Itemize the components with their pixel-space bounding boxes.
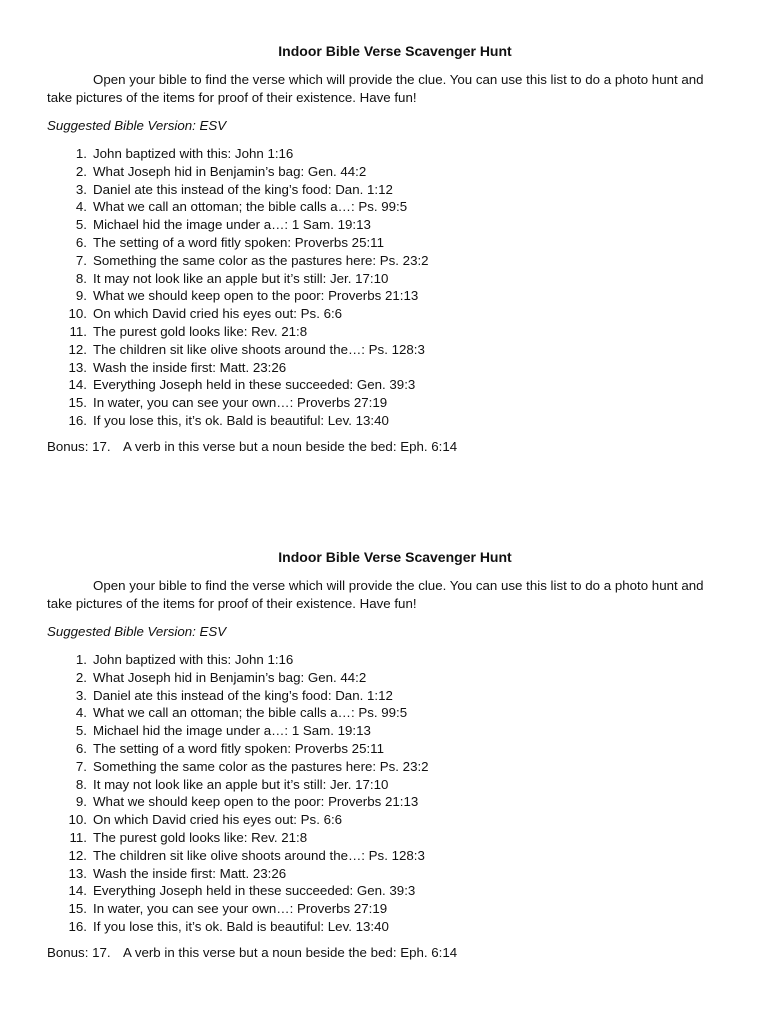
item-text: Something the same color as the pastures here: Ps. 23:2	[93, 758, 429, 774]
item-text: It may not look like an apple but it’s still: Jer. 17:10	[93, 776, 389, 792]
list-item	[47, 198, 727, 216]
item-number: 2.	[75, 669, 87, 685]
item-number: 8.	[75, 270, 87, 286]
list-item	[47, 145, 727, 163]
item-number: 3.	[75, 687, 87, 703]
item-text: The purest gold looks like: Rev. 21:8	[93, 829, 308, 845]
item-text: In water, you can see your own…: Proverbs 27:19	[93, 901, 388, 917]
list-item	[47, 341, 727, 359]
list-item	[47, 793, 727, 811]
item-number: 7.	[75, 252, 87, 268]
bonus-label: Bonus: 17.	[47, 438, 111, 454]
item-number: 15.	[68, 395, 87, 411]
list-item	[47, 882, 727, 900]
list-item	[47, 216, 727, 234]
list-item	[47, 376, 727, 394]
item-number: 1.	[75, 146, 87, 161]
bonus-label: Bonus: 17.	[47, 944, 111, 960]
item-text: Daniel ate this instead of the king’s food: Dan. 1:12	[93, 181, 393, 197]
item-number: 5.	[75, 217, 87, 233]
item-text: Michael hid the image under a…: 1 Sam. 19:13	[93, 217, 371, 233]
list-item	[47, 865, 727, 883]
item-number: 4.	[75, 199, 87, 215]
item-number: 8.	[75, 776, 87, 792]
list-item	[47, 305, 727, 323]
list-item	[47, 163, 727, 181]
list-item	[47, 776, 727, 794]
item-number: 10.	[68, 306, 87, 322]
item-text: John baptized with this: John 1:16	[93, 146, 294, 161]
bonus-line	[47, 438, 727, 456]
page-title: Indoor Bible Verse Scavenger Hunt	[278, 549, 512, 565]
list-item	[47, 847, 727, 865]
item-number: 1.	[75, 652, 87, 667]
item-text: It may not look like an apple but it’s still: Jer. 17:10	[93, 270, 389, 286]
item-number: 13.	[68, 865, 87, 881]
list-item	[47, 181, 727, 199]
item-text: If you lose this, it’s ok. Bald is beautiful: Lev. 13:40	[93, 412, 389, 428]
list-item	[47, 651, 727, 669]
item-text: What we call an ottoman; the bible calls a…: Ps. 99:5	[93, 705, 408, 721]
list-item	[47, 722, 727, 740]
list-item	[47, 811, 727, 829]
list-item	[47, 270, 727, 288]
list-item	[47, 669, 727, 687]
list-item	[47, 394, 727, 412]
item-number: 4.	[75, 705, 87, 721]
scavenger-hunt-section-1	[47, 42, 727, 456]
item-number: 14.	[68, 377, 87, 393]
item-number: 14.	[68, 883, 87, 899]
item-text: In water, you can see your own…: Proverbs 27:19	[93, 395, 388, 411]
item-text: Something the same color as the pastures here: Ps. 23:2	[93, 252, 429, 268]
intro-paragraph: Open your bible to find the verse which will provide the clue. You can use this list to do a photo hunt and take pictures of the items for proof of their existence. Have fun!	[47, 578, 704, 611]
bonus-text: A verb in this verse but a noun beside the bed: Eph. 6:14	[123, 438, 458, 454]
item-text: What Joseph hid in Benjamin’s bag: Gen. 44:2	[93, 163, 367, 179]
item-text: Everything Joseph held in these succeeded: Gen. 39:3	[93, 883, 416, 899]
list-item	[47, 918, 727, 936]
list-item	[47, 412, 727, 430]
item-number: 15.	[68, 901, 87, 917]
item-text: If you lose this, it’s ok. Bald is beautiful: Lev. 13:40	[93, 918, 389, 934]
suggested-version: Suggested Bible Version: ESV	[47, 624, 227, 639]
clue-list	[47, 145, 727, 430]
item-text: Wash the inside first: Matt. 23:26	[93, 359, 287, 375]
item-number: 11.	[69, 323, 87, 339]
clue-list	[47, 651, 727, 936]
item-number: 16.	[68, 918, 87, 934]
item-number: 11.	[69, 829, 87, 845]
list-item	[47, 704, 727, 722]
item-text: The setting of a word fitly spoken: Proverbs 25:11	[93, 234, 384, 250]
suggested-version: Suggested Bible Version: ESV	[47, 118, 227, 133]
list-item	[47, 900, 727, 918]
item-number: 12.	[68, 341, 87, 357]
item-text: Wash the inside first: Matt. 23:26	[93, 865, 287, 881]
bonus-line	[47, 944, 727, 962]
item-number: 16.	[68, 412, 87, 428]
item-text: The children sit like olive shoots around the…: Ps. 128:3	[93, 341, 425, 357]
item-number: 10.	[68, 812, 87, 828]
item-text: What we call an ottoman; the bible calls a…: Ps. 99:5	[93, 199, 408, 215]
item-number: 2.	[75, 163, 87, 179]
page-title: Indoor Bible Verse Scavenger Hunt	[278, 43, 512, 59]
scavenger-hunt-section-2	[47, 548, 727, 962]
intro-paragraph: Open your bible to find the verse which will provide the clue. You can use this list to do a photo hunt and take pictures of the items for proof of their existence. Have fun!	[47, 72, 704, 105]
item-text: On which David cried his eyes out: Ps. 6:6	[93, 306, 343, 322]
item-text: What we should keep open to the poor: Proverbs 21:13	[93, 288, 419, 304]
list-item	[47, 359, 727, 377]
item-text: Michael hid the image under a…: 1 Sam. 19:13	[93, 723, 371, 739]
item-number: 12.	[68, 847, 87, 863]
item-text: Everything Joseph held in these succeeded: Gen. 39:3	[93, 377, 416, 393]
list-item	[47, 323, 727, 341]
item-number: 5.	[75, 723, 87, 739]
item-number: 13.	[68, 359, 87, 375]
list-item	[47, 234, 727, 252]
list-item	[47, 287, 727, 305]
item-text: On which David cried his eyes out: Ps. 6:6	[93, 812, 343, 828]
list-item	[47, 829, 727, 847]
item-text: The setting of a word fitly spoken: Proverbs 25:11	[93, 740, 384, 756]
item-text: Daniel ate this instead of the king’s food: Dan. 1:12	[93, 687, 393, 703]
item-text: The children sit like olive shoots around the…: Ps. 128:3	[93, 847, 425, 863]
item-text: What Joseph hid in Benjamin’s bag: Gen. 44:2	[93, 669, 367, 685]
item-number: 9.	[75, 794, 87, 810]
item-number: 6.	[75, 234, 87, 250]
item-number: 6.	[75, 740, 87, 756]
list-item	[47, 687, 727, 705]
bonus-text: A verb in this verse but a noun beside the bed: Eph. 6:14	[123, 944, 458, 960]
list-item	[47, 758, 727, 776]
item-number: 9.	[75, 288, 87, 304]
item-number: 3.	[75, 181, 87, 197]
item-text: The purest gold looks like: Rev. 21:8	[93, 323, 308, 339]
list-item	[47, 252, 727, 270]
item-text: John baptized with this: John 1:16	[93, 652, 294, 667]
item-number: 7.	[75, 758, 87, 774]
item-text: What we should keep open to the poor: Proverbs 21:13	[93, 794, 419, 810]
list-item	[47, 740, 727, 758]
